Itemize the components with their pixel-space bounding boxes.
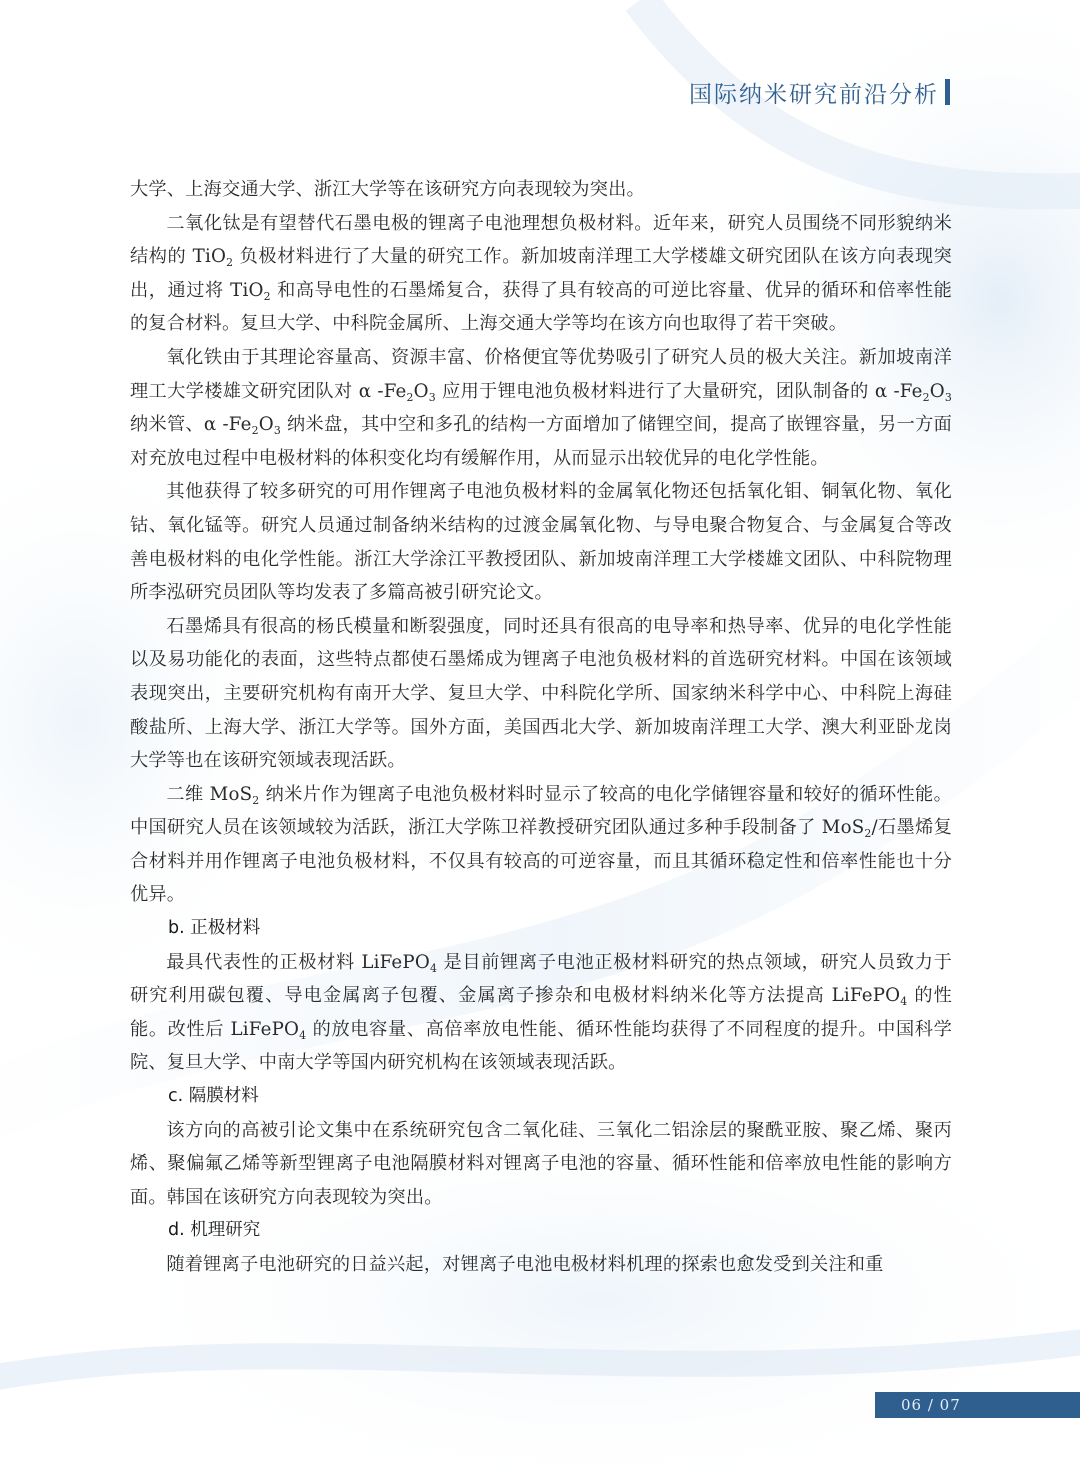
header-title: 国际纳米研究前沿分析: [689, 81, 939, 108]
paragraph-continuation: 大学、上海交通大学、浙江大学等在该研究方向表现较为突出。: [130, 179, 645, 200]
paragraph-metal-oxides: 其他获得了较多研究的可用作锂离子电池负极材料的金属氧化物还包括氧化钼、铜氧化物、氧化钴、氧化锰等。研究人员通过制备纳米结构的过渡金属氧化物、与导电聚合物复合、与金属复合等改善电极材料的电化学性能。浙江大学涂江平教授团队、新加坡南洋理工大学楼雄文团队、中科院物理所李泓研究员团队等均发表了多篇高被引研究论文。: [130, 481, 952, 604]
page-number: 06 / 07: [901, 1396, 961, 1414]
paragraph-lifepo4: 最具代表性的正极材料 LiFePO$_4$ 是目前锂离子电池正极材料研究的热点领域，研究人员致力于研究利用碳包覆、导电金属离子包覆、金属离子掺杂和电极材料纳米化等方法提高 LiFePO$_4$ 的性能。改性后 LiFePO$_4$ 的放电容量、高倍率放电性能、循环性能均获得了不同程度的提升。中国科学院、复旦大学、中南大学等国内研究机构在该领域表现活跃。: [130, 951, 953, 1074]
running-header: [689, 74, 950, 110]
header-accent-bar: [945, 79, 950, 105]
paragraph-separators: 该方向的高被引论文集中在系统研究包含二氧化硅、三氧化二铝涂层的聚酰亚胺、聚乙烯、聚丙烯、聚偏氟乙烯等新型锂离子电池隔膜材料对锂离子电池的容量、循环性能和倍率放电性能的影响方面。韩国在该研究方向表现较为突出。: [130, 1119, 952, 1208]
heading-mechanism-research: d. 机理研究: [168, 1220, 261, 1241]
page-number-tab: [875, 1392, 1080, 1418]
paragraph-iron-oxide: 氧化铁由于其理论容量高、资源丰富、价格便宜等优势吸引了研究人员的极大关注。新加坡南洋理工大学楼雄文研究团队对 α $-Fe_2O_3$ 应用于锂电池负极材料进行了大量研究，团队制备的 α $-Fe_2O_3$ 纳米管、α $-Fe_2O_3$ 纳米盘，其中空和多孔的结构一方面增加了储锂空间，提高了嵌锂容量，另一方面对充放电过程中电极材料的体积变化均有缓解作用，从而显示出较优异的电化学性能。: [130, 346, 952, 469]
paragraph-mechanism: 随着锂离子电池研究的日益兴起，对锂离子电池电极材料机理的探索也愈发受到关注和重: [166, 1254, 884, 1275]
body-text: [130, 173, 952, 1282]
paragraph-mos2: 二维 MoS$_2$ 纳米片作为锂离子电池负极材料时显示了较高的电化学储锂容量和较好的循环性能。中国研究人员在该领域较为活跃，浙江大学陈卫祥教授研究团队通过多种手段制备了 MoS$_2$/石墨烯复合材料并用作锂离子电池负极材料，不仅具有较高的可逆容量，而且其循环稳定性和倍率性能也十分优异。: [130, 783, 953, 906]
paragraph-titanium-dioxide: 二氧化钛是有望替代石墨电极的锂离子电池理想负极材料。近年来，研究人员围绕不同形貌纳米结构的 TiO$_2$ 负极材料进行了大量的研究工作。新加坡南洋理工大学楼雄文研究团队在该方向表现突出，通过将 TiO$_2$ 和高导电性的石墨烯复合，获得了具有较高的可逆比容量、优异的循环和倍率性能的复合材料。复旦大学、中科院金属所、上海交通大学等均在该方向也取得了若干突破。: [130, 212, 952, 335]
paragraph-graphene: 石墨烯具有很高的杨氏模量和断裂强度，同时还具有很高的电导率和热导率、优异的电化学性能以及易功能化的表面，这些特点都使石墨烯成为锂离子电池负极材料的首选研究材料。中国在该领域表现突出，主要研究机构有南开大学、复旦大学、中科院化学所、国家纳米科学中心、中科院上海硅酸盐所、上海大学、浙江大学等。国外方面，美国西北大学、新加坡南洋理工大学、澳大利亚卧龙岗大学等也在该研究领域表现活跃。: [130, 615, 952, 772]
heading-cathode-materials: b. 正极材料: [168, 918, 261, 939]
heading-separator-materials: c. 隔膜材料: [168, 1086, 259, 1107]
